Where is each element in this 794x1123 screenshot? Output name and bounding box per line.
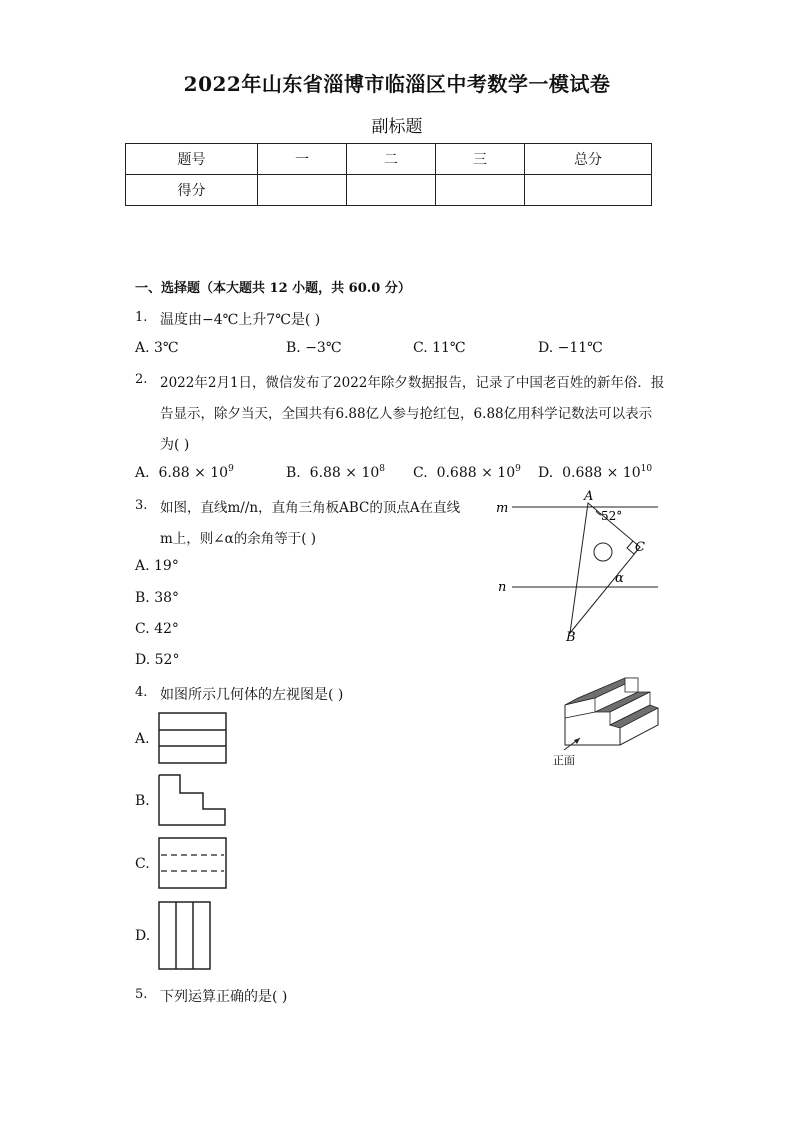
score-cell: 三 <box>436 144 525 175</box>
score-cell: 一 <box>258 144 347 175</box>
score-table-header-row <box>126 144 652 175</box>
score-cell <box>347 175 436 206</box>
score-cell <box>258 175 347 206</box>
question-number: 5. <box>135 987 148 1002</box>
question-text-line: 如图，直线m//n，直角三角板ABC的顶点A在直线 <box>160 500 461 516</box>
option-label: A. <box>135 465 150 481</box>
option-a[interactable]: A. 19° <box>135 558 179 574</box>
option-b[interactable] <box>286 465 385 481</box>
option-exponent: 9 <box>515 464 521 474</box>
page-title: 2022年山东省淄博市临淄区中考数学一模试卷 <box>183 72 611 96</box>
question-number: 1. <box>135 310 148 325</box>
label-b: B <box>566 630 576 645</box>
option-value: 6.88 × 10 <box>309 465 380 481</box>
option-label: B. <box>286 465 301 481</box>
question-text: 下列运算正确的是( ) <box>160 989 288 1005</box>
option-value: 6.88 × 10 <box>158 465 229 481</box>
option-c[interactable]: C. 42° <box>135 621 179 637</box>
question-text-line: 告显示，除夕当天，全国共有6.88亿人参与抢红包，6.88亿用科学记数法可以表示 <box>160 406 653 422</box>
front-label: 正面 <box>553 754 575 767</box>
angle-label: 52° <box>601 509 623 523</box>
score-cell <box>436 175 525 206</box>
score-cell: 题号 <box>126 144 258 175</box>
option-c[interactable] <box>413 465 521 481</box>
score-cell: 总分 <box>525 144 652 175</box>
option-value: 0.688 × 10 <box>562 465 641 481</box>
parallel-lines-triangle-figure <box>490 485 670 645</box>
score-table <box>125 143 652 206</box>
question-text: 如图所示几何体的左视图是( ) <box>160 687 344 703</box>
label-a: A <box>584 489 594 504</box>
triangle-hole <box>594 543 612 561</box>
score-cell: 得分 <box>126 175 258 206</box>
score-cell <box>525 175 652 206</box>
question-text-line: 为( ) <box>160 437 190 453</box>
option-c-figure[interactable] <box>158 837 228 891</box>
option-a[interactable] <box>135 465 234 481</box>
option-c[interactable]: C. 11℃ <box>413 340 466 356</box>
option-d-figure[interactable] <box>158 901 214 971</box>
question-number: 2. <box>135 372 148 387</box>
stairs-solid-figure <box>550 670 670 770</box>
option-b-figure[interactable] <box>158 774 228 828</box>
option-d[interactable] <box>538 465 652 481</box>
section-heading: 一、选择题（本大题共 12 小题，共 60.0 分） <box>135 281 411 296</box>
option-b[interactable]: B. −3℃ <box>286 340 342 356</box>
label-c: C <box>635 540 645 555</box>
option-exponent: 9 <box>228 464 234 474</box>
option-exponent: 8 <box>379 464 386 474</box>
option-a[interactable]: A. 3℃ <box>135 340 179 356</box>
option-d[interactable]: D. 52° <box>135 652 180 668</box>
step-face <box>625 678 638 692</box>
option-exponent: 10 <box>640 464 653 474</box>
question-text: 温度由−4℃上升7℃是( ) <box>160 312 321 328</box>
option-label: D. <box>538 465 554 481</box>
label-n: n <box>498 580 507 595</box>
option-a[interactable]: A. <box>135 731 150 747</box>
option-c[interactable]: C. <box>135 856 150 872</box>
score-cell: 二 <box>347 144 436 175</box>
question-number: 4. <box>135 685 148 700</box>
option-b[interactable]: B. 38° <box>135 590 180 606</box>
option-value: 0.688 × 10 <box>436 465 516 481</box>
question-text-line: 2022年2月1日，微信发布了2022年除夕数据报告，记录了中国老百姓的新年俗．报 <box>160 375 665 391</box>
score-table-score-row <box>126 175 652 206</box>
option-b[interactable]: B. <box>135 793 150 809</box>
alpha-label: α <box>615 571 624 586</box>
option-d[interactable]: D. <box>135 928 151 944</box>
option-label: C. <box>413 465 428 481</box>
front-arrow-head <box>574 738 580 744</box>
option-a-figure[interactable] <box>158 712 228 766</box>
label-m: m <box>496 501 509 516</box>
option-d[interactable]: D. −11℃ <box>538 340 603 356</box>
page-subtitle: 副标题 <box>371 117 423 137</box>
question-text-line: m上，则∠α的余角等于( ) <box>160 531 317 547</box>
question-number: 3. <box>135 498 148 513</box>
